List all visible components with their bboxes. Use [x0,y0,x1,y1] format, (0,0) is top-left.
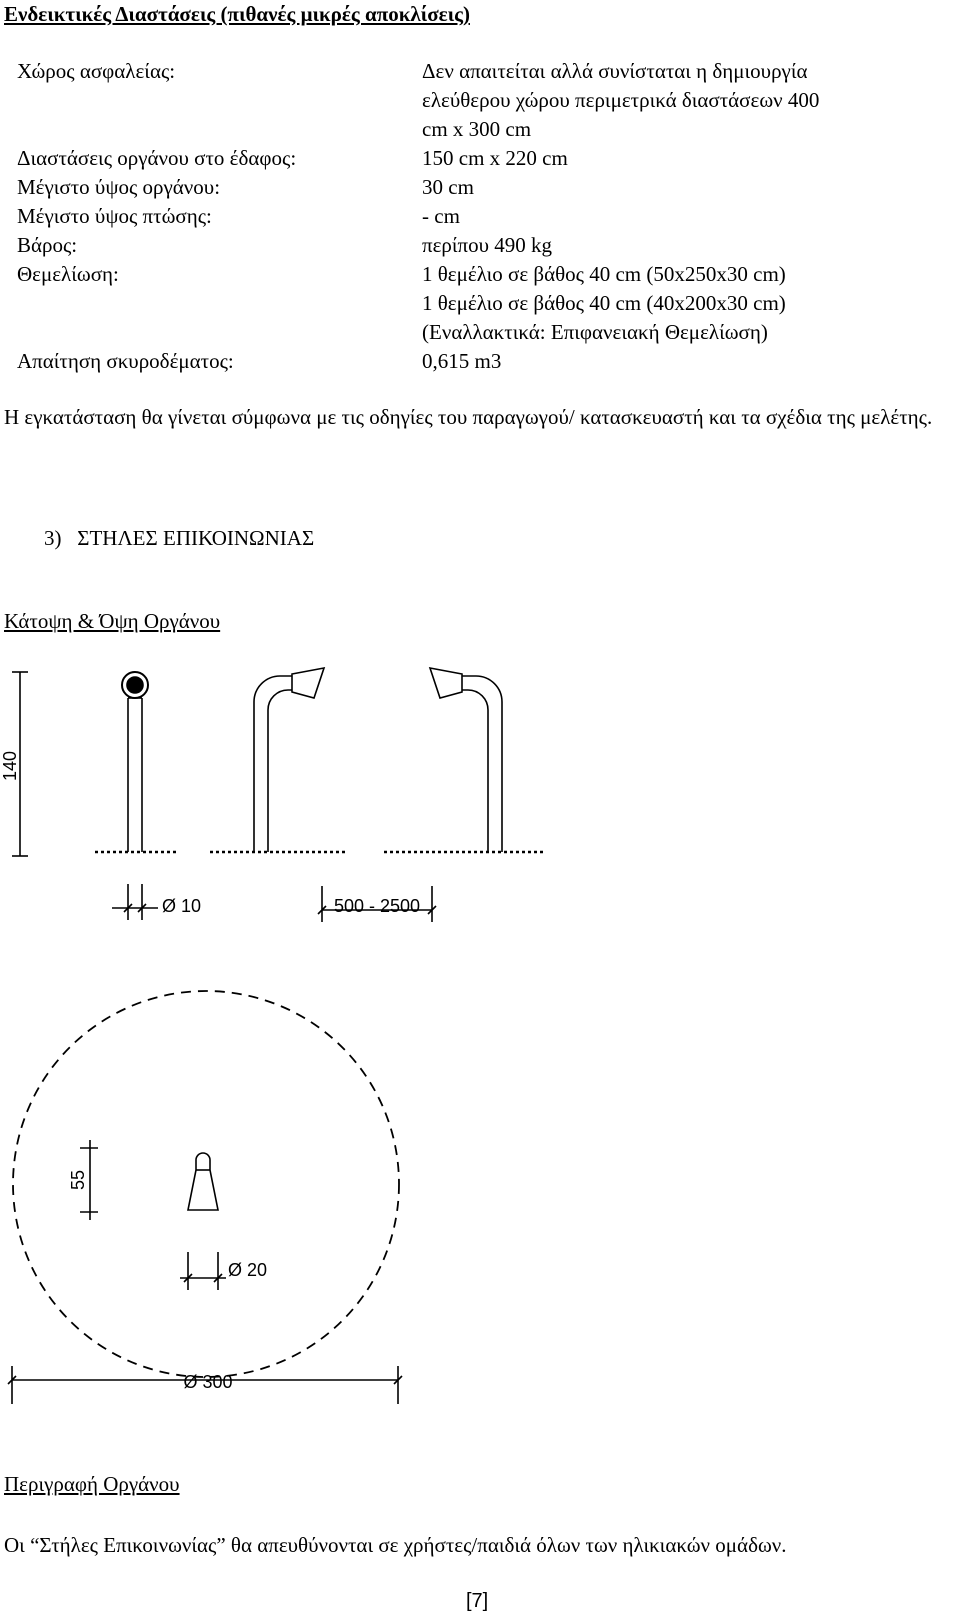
description-text: Οι “Στήλες Επικοινωνίας” θα απευθύνονται σε χρήστες/παιδιά όλων των ηλικιακών ομάδων. [4,1533,787,1557]
section-title: 3) ΣΤΗΛΕΣ ΕΠΙΚΟΙΝΩΝΙΑΣ [44,526,315,550]
spec-label: Βάρος: [17,233,78,257]
circle-diameter-label: Ø 300 [183,1372,233,1392]
horn-diameter-dimension [180,1252,226,1290]
spec-label: Θεμελίωση: [17,262,119,286]
spec-value-line: (Εναλλακτικά: Επιφανειακή Θεμελίωση) [422,320,768,344]
spec-value-line: 1 θεμέλιο σε βάθος 40 cm (50x250x30 cm) [422,262,786,286]
spec-value: - cm [422,204,460,228]
plan-view-heading: Κάτοψη & Όψη Οργάνου [4,609,221,633]
horn-plan-view [188,1153,218,1210]
spec-value-line: 1 θεμέλιο σε βάθος 40 cm (40x200x30 cm) [422,291,786,315]
horn-diameter-label: Ø 20 [228,1260,268,1280]
dimensions-heading: Ενδεικτικές Διαστάσεις (πιθανές μικρές αποκλίσεις) [4,2,470,26]
spec-label: Χώρος ασφαλείας: [17,59,176,83]
installation-note: Η εγκατάσταση θα γίνεται σύμφωνα με τις οδηγίες του παραγωγού/ κατασκευαστή και τα σχέδια της μελέτης. [4,405,933,429]
pipe-diameter-dimension [112,884,158,920]
spec-label: Μέγιστο ύψος οργάνου: [17,175,221,199]
spec-label: Απαίτηση σκυροδέματος: [17,349,234,373]
height-dimension-label: 140 [0,750,20,782]
spec-value-line: cm x 300 cm [422,117,532,141]
spec-value-line: ελεύθερου χώρου περιμετρικά διαστάσεων 400 [422,88,820,112]
spec-value: 30 cm [422,175,474,199]
spec-value: περίπου 490 kg [422,233,553,257]
description-heading: Περιγραφή Οργάνου [4,1472,180,1496]
column-side-view-left [384,668,546,852]
spec-label: Διαστάσεις οργάνου στο έδαφος: [17,146,297,170]
spec-label: Μέγιστο ύψος πτώσης: [17,204,212,228]
pipe-diameter-label: Ø 10 [162,896,202,916]
spec-value-line: Δεν απαιτείται αλλά συνίσταται η δημιουργία [422,59,808,83]
horn-height-label: 55 [68,1169,88,1191]
spacing-label: 500 - 2500 [333,896,421,916]
spec-value: 150 cm x 220 cm [422,146,568,170]
spec-value: 0,615 m3 [422,349,502,373]
column-front-view [95,672,178,852]
page-number: [7] [466,1590,489,1612]
column-side-view-right [210,668,346,852]
